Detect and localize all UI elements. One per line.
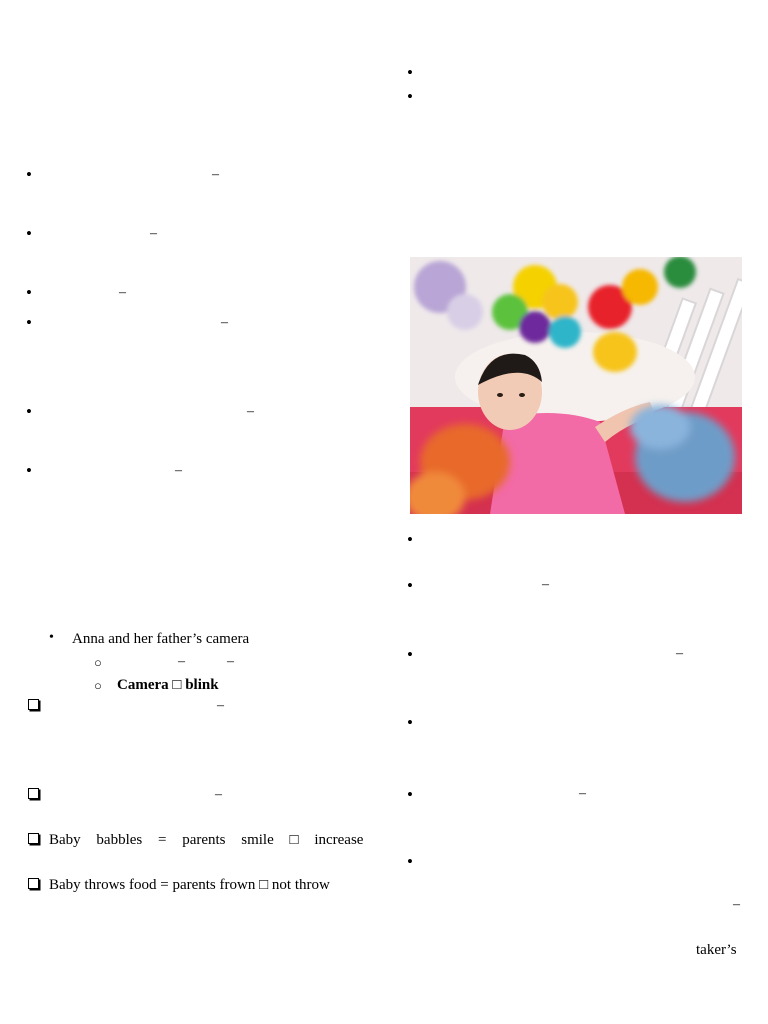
bullet-icon: •	[407, 645, 413, 664]
checkbox-square-icon	[28, 788, 39, 799]
circle-bullet-icon: ○	[94, 678, 102, 693]
dash-mark: –	[175, 463, 182, 478]
bullet-icon: •	[407, 530, 413, 549]
bullet-icon: •	[26, 461, 32, 480]
sub-item-camera-blink	[117, 676, 219, 694]
sub-item-anna-camera: Anna and her father’s camera	[72, 631, 250, 647]
bullet-icon: •	[26, 165, 32, 184]
bullet-icon: •	[407, 63, 413, 82]
bullet-icon: •	[407, 713, 413, 732]
baby-crib-photo	[410, 257, 742, 514]
camera-word: Camera	[117, 677, 169, 693]
bullet-icon: •	[407, 852, 413, 871]
paragraph-babbles: Baby babbles = parents smile □ increase	[49, 832, 364, 848]
dash-mark: –	[215, 787, 222, 802]
paragraph-throws-food: Baby throws food = parents frown □ not throw	[49, 877, 330, 893]
circle-bullet-icon: ○	[94, 655, 102, 670]
dash-mark: –	[676, 646, 683, 661]
bullet-icon: •	[26, 224, 32, 243]
takers-word: taker’s	[696, 942, 737, 958]
baby-photo-illustration	[410, 257, 742, 514]
box-glyph: □	[172, 677, 182, 693]
dash-mark: –	[247, 404, 254, 419]
checkbox-square-icon	[28, 833, 39, 844]
checkbox-square-icon	[28, 878, 39, 889]
checkbox-square-icon	[28, 699, 39, 710]
dash-mark: –	[150, 226, 157, 241]
bullet-icon: •	[407, 87, 413, 106]
dash-mark: –	[119, 285, 126, 300]
dash-mark: –	[579, 786, 586, 801]
blink-word: blink	[185, 677, 219, 693]
bullet-icon: •	[26, 313, 32, 332]
bullet-icon: •	[407, 785, 413, 804]
dash-mark: –	[221, 315, 228, 330]
dash-mark: –	[227, 654, 234, 669]
dash-mark: –	[733, 897, 740, 912]
bullet-icon: •	[26, 283, 32, 302]
bullet-icon: •	[49, 630, 54, 645]
dash-mark: –	[178, 654, 185, 669]
bullet-icon: •	[407, 576, 413, 595]
bullet-icon: •	[26, 402, 32, 421]
dash-mark: –	[542, 577, 549, 592]
dash-mark: –	[217, 698, 224, 713]
dash-mark: –	[212, 167, 219, 182]
